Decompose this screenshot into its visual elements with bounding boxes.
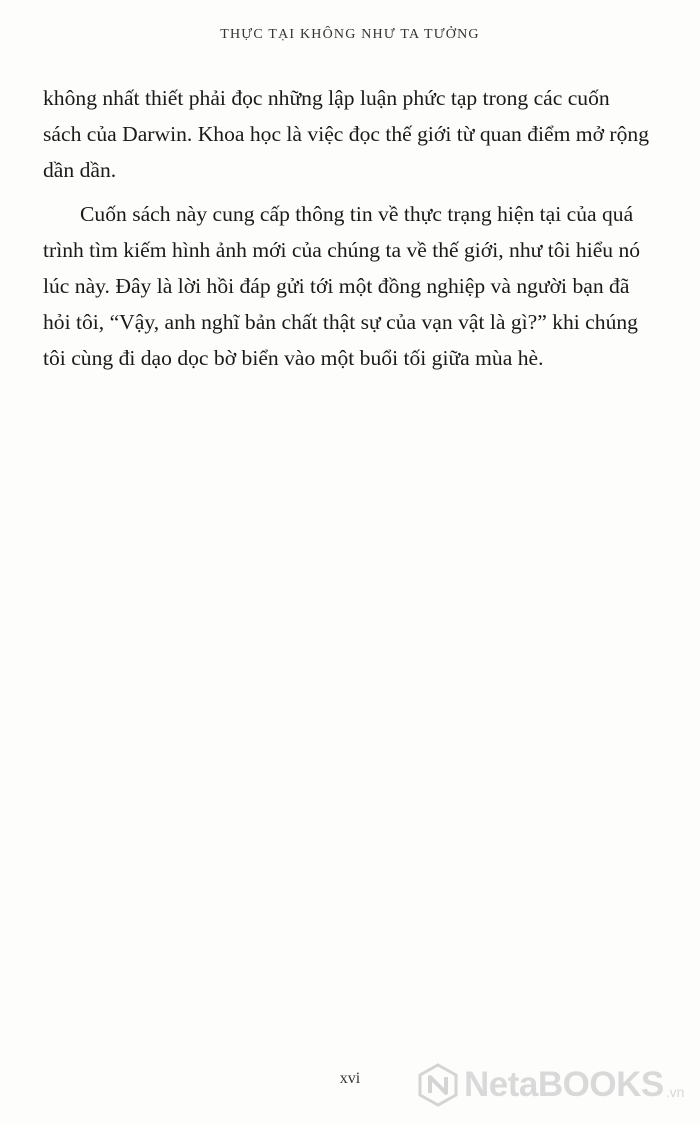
netabooks-logo-icon — [418, 1063, 458, 1107]
body-text — [43, 80, 653, 376]
watermark-brand: NetaBOOKS — [464, 1065, 664, 1104]
running-header: THỰC TẠI KHÔNG NHƯ TA TƯỞNG — [220, 27, 480, 42]
paragraph-1: không nhất thiết phải đọc những lập luận phức tạp trong các cuốn sách của Darwin. Khoa học là việc đọc thế giới từ quan điểm mở rộng dần dần. — [43, 86, 649, 182]
page-number: xvi — [339, 1070, 361, 1087]
watermark-tld: .vn — [665, 1084, 685, 1100]
netabooks-watermark — [418, 1060, 684, 1110]
paragraph-2: Cuốn sách này cung cấp thông tin về thực trạng hiện tại của quá trình tìm kiếm hình ảnh mới của chúng ta về thế giới, như tôi hiểu nó lúc này. Đây là lời hồi đáp gửi tới một đồng nghiệp và người bạn đã hỏi tôi, “Vậy, anh nghĩ bản chất thật sự của vạn vật là gì?” khi chúng tôi cùng đi dạo dọc bờ biển vào một buổi tối giữa mùa hè. — [43, 202, 641, 370]
show-through-texture — [46, 360, 666, 1040]
